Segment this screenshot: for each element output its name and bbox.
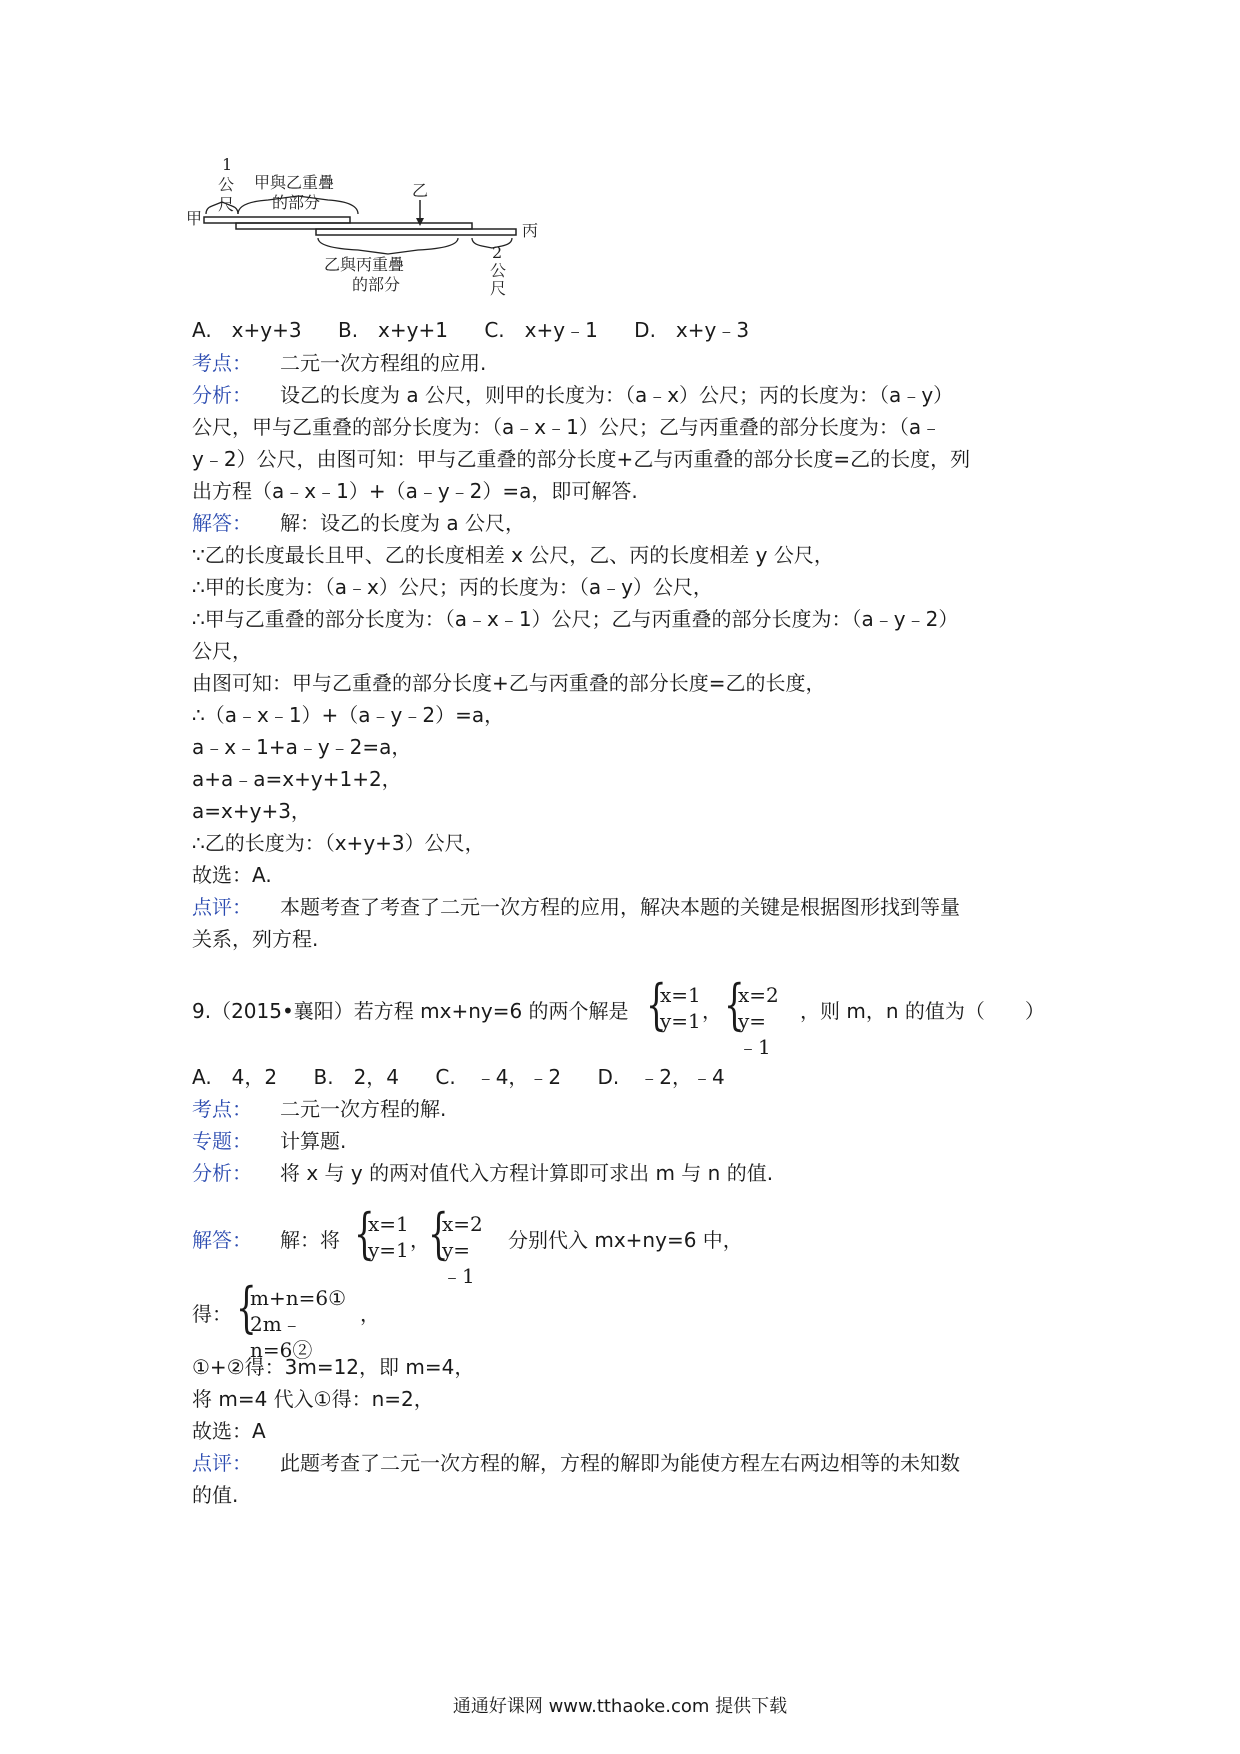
label-bing: 丙 bbox=[522, 221, 539, 240]
jieda-line-1: 解：设乙的长度为 a 公尺， bbox=[280, 511, 525, 535]
q8-options bbox=[192, 316, 749, 344]
label-chi2: 尺 bbox=[490, 279, 507, 296]
solution-line: a+a﹣a=x+y+1+2， bbox=[192, 767, 402, 791]
fenxi-line-2: 公尺，甲与乙重叠的部分长度为：（a﹣x﹣1）公尺；乙与丙重叠的部分长度为：（a﹣ bbox=[192, 415, 942, 439]
kaodian-label: 考点： bbox=[192, 1097, 252, 1121]
fenxi-label: 分析： bbox=[192, 1161, 252, 1185]
q9-fenxi bbox=[192, 1159, 773, 1187]
label-chi1: 尺 bbox=[218, 195, 235, 214]
sys5-eq1: m+n=6① bbox=[250, 1286, 347, 1310]
sys3-eq2: y=1 bbox=[368, 1238, 409, 1262]
q9-kaodian bbox=[192, 1095, 446, 1123]
sys4-eq2: y=﹣1 bbox=[442, 1238, 475, 1288]
fenxi-line-1: 设乙的长度为 a 公尺，则甲的长度为：（a﹣x）公尺；丙的长度为：（a﹣y） bbox=[280, 383, 954, 407]
dianping-label: 点评： bbox=[192, 1451, 252, 1475]
jieda-label: 解答： bbox=[192, 1228, 252, 1252]
sys2-eq2: y=﹣1 bbox=[738, 1009, 771, 1059]
label-overlap1-l2: 的部分 bbox=[272, 193, 321, 212]
zhuanti-text: 计算题. bbox=[280, 1129, 347, 1153]
label-gong2: 公 bbox=[490, 261, 507, 280]
jieda-label: 解答： bbox=[192, 511, 252, 535]
q8-option-a: A. x+y+3 bbox=[192, 318, 302, 342]
jieda-pre: 解：将 bbox=[280, 1228, 340, 1252]
label-yi: 乙 bbox=[412, 181, 429, 200]
kaodian-text: 二元一次方程组的应用. bbox=[280, 351, 487, 375]
dianping-line-2: 关系，列方程. bbox=[192, 927, 319, 951]
solution-line: 将 m=4 代入①得：n=2， bbox=[192, 1387, 434, 1411]
label-overlap2-l2: 的部分 bbox=[352, 275, 401, 294]
footer: 通通好课网 www.tthaoke.com 提供下载 bbox=[452, 1696, 788, 1717]
solution-line: 故选：A bbox=[192, 1419, 266, 1443]
solution-line: a﹣x﹣1+a﹣y﹣2=a， bbox=[192, 735, 412, 759]
solution-line: ①+②得：3m=12，即 m=4， bbox=[192, 1355, 475, 1379]
solution-line: ∴甲与乙重叠的部分长度为：（a﹣x﹣1）公尺；乙与丙重叠的部分长度为：（a﹣y﹣2） bbox=[192, 607, 959, 631]
label-jia: 甲 bbox=[186, 209, 203, 228]
q9-option-b: B. 2，4 bbox=[313, 1065, 400, 1089]
label-gong1: 公 bbox=[218, 175, 235, 194]
dianping-line-1: 本题考查了考查了二元一次方程的应用，解决本题的关键是根据图形找到等量 bbox=[280, 895, 960, 919]
sys1-eq2: y=1 bbox=[660, 1009, 701, 1033]
zhuanti-label: 专题： bbox=[192, 1129, 252, 1153]
q8-option-b: B. x+y+1 bbox=[337, 318, 448, 342]
sys4-eq1: x=2 bbox=[442, 1212, 483, 1236]
label-overlap2-l1: 乙與丙重疊 bbox=[324, 255, 405, 274]
label-one: 1 bbox=[222, 156, 233, 174]
q9-dianping bbox=[192, 1449, 960, 1477]
label-two: 2 bbox=[492, 243, 503, 262]
sys5-eq2: 2m﹣n=6② bbox=[250, 1312, 313, 1362]
q9-comma-2: ， bbox=[410, 1228, 430, 1252]
segment-jia bbox=[204, 217, 350, 223]
q8-dianping bbox=[192, 893, 960, 921]
q9-option-a: A. 4，2 bbox=[192, 1065, 278, 1089]
q9-stem-after: ，则 m，n 的值为（ ） bbox=[800, 999, 1045, 1023]
solution-line: a=x+y+3， bbox=[192, 799, 311, 823]
q8-option-c: C. x+y﹣1 bbox=[484, 318, 598, 342]
dianping-line-1: 此题考查了二元一次方程的解，方程的解即为能使方程左右两边相等的未知数 bbox=[280, 1451, 960, 1475]
fenxi-text: 将 x 与 y 的两对值代入方程计算即可求出 m 与 n 的值. bbox=[280, 1161, 774, 1185]
kaodian-text: 二元一次方程的解. bbox=[280, 1097, 447, 1121]
q9-option-d: D. ﹣2，﹣4 bbox=[597, 1065, 725, 1089]
fenxi-line-4: 出方程（a﹣x﹣1）+（a﹣y﹣2）=a，即可解答. bbox=[192, 479, 638, 503]
label-overlap1-l1: 甲與乙重疊 bbox=[254, 173, 335, 192]
fenxi-label: 分析： bbox=[192, 383, 252, 407]
q9-option-c: C. ﹣4，﹣2 bbox=[435, 1065, 562, 1089]
solution-line: ∵乙的长度最长且甲、乙的长度相差 x 公尺，乙、丙的长度相差 y 公尺， bbox=[192, 543, 834, 567]
solution-line: 由图可知：甲与乙重叠的部分长度+乙与丙重叠的部分长度=乙的长度， bbox=[192, 671, 826, 695]
solution-line: ∴（a﹣x﹣1）+（a﹣y﹣2）=a， bbox=[192, 703, 505, 727]
q9-options bbox=[192, 1063, 725, 1091]
sys5-comma: ， bbox=[360, 1302, 380, 1326]
dianping-line-2: 的值. bbox=[192, 1483, 239, 1507]
solution-line: ∴甲的长度为：（a﹣x）公尺；丙的长度为：（a﹣y）公尺， bbox=[192, 575, 713, 599]
de-label: 得： bbox=[192, 1302, 232, 1326]
q8-option-d: D. x+y﹣3 bbox=[634, 318, 750, 342]
fenxi-line-3: y﹣2）公尺，由图可知：甲与乙重叠的部分长度+乙与丙重叠的部分长度=乙的长度，列 bbox=[192, 447, 971, 471]
sys3-eq1: x=1 bbox=[368, 1212, 409, 1236]
solution-line: 故选：A. bbox=[192, 863, 272, 887]
q9-stem-before: 9.（2015•襄阳）若方程 mx+ny=6 的两个解是 bbox=[192, 999, 629, 1023]
segment-yi bbox=[236, 223, 472, 229]
jieda-post: 分别代入 mx+ny=6 中， bbox=[508, 1228, 743, 1252]
q9-jieda bbox=[192, 1226, 340, 1254]
q8-kaodian bbox=[192, 349, 486, 377]
solution-line: 公尺， bbox=[192, 639, 252, 663]
kaodian-label: 考点： bbox=[192, 351, 252, 375]
sys2-eq1: x=2 bbox=[738, 983, 779, 1007]
segment-diagram bbox=[186, 156, 546, 296]
q9-comma: ， bbox=[702, 999, 722, 1023]
q9-zhuanti bbox=[192, 1127, 346, 1155]
q8-fenxi bbox=[192, 381, 953, 409]
q8-jieda bbox=[192, 509, 525, 537]
sys1-eq1: x=1 bbox=[660, 983, 701, 1007]
solution-line: ∴乙的长度为：（x+y+3）公尺， bbox=[192, 831, 485, 855]
segment-bing bbox=[316, 229, 516, 235]
dianping-label: 点评： bbox=[192, 895, 252, 919]
